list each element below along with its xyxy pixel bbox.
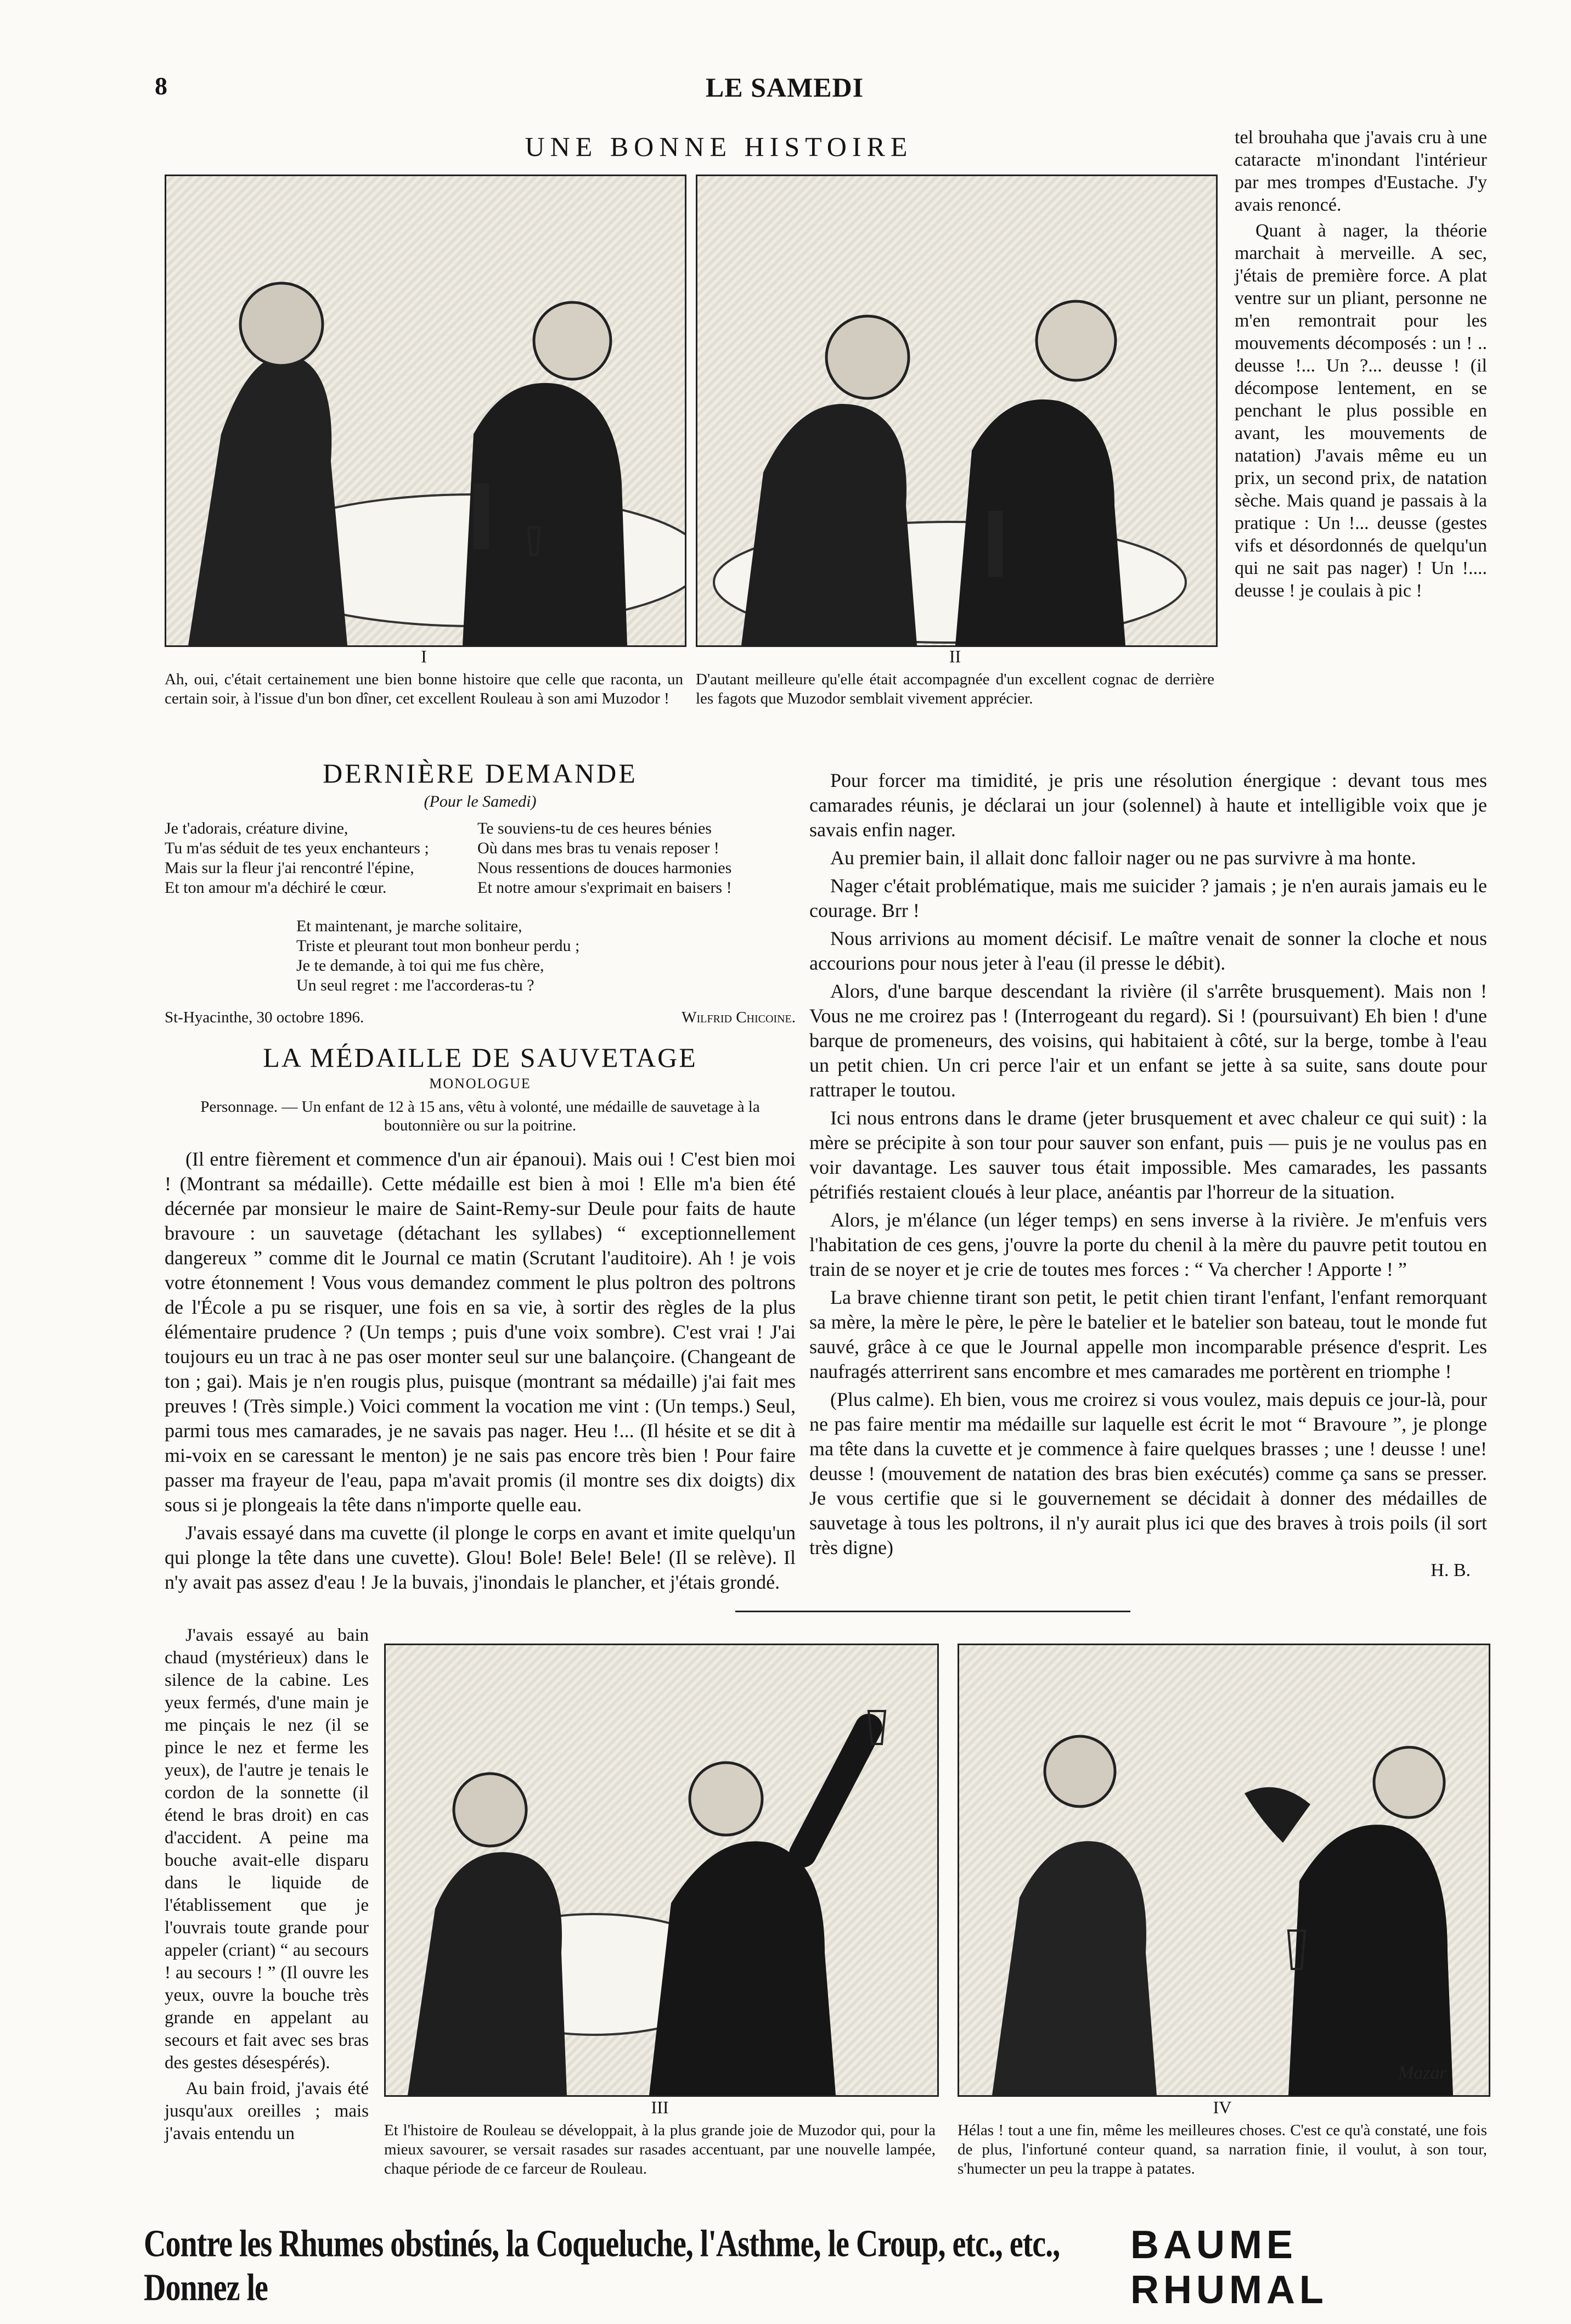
poem-line: Et notre amour s'exprimait en baisers ! [477,879,732,897]
poem-title: DERNIÈRE DEMANDE [323,758,638,789]
monologue-persona: Personnage. — Un enfant de 12 à 15 ans, vêtu à volonté, une médaille de sauvetage à la boutonnière ou sur la poitrine. [200,1098,760,1134]
poem-dedication: (Pour le Samedi) [424,792,537,811]
comic-panel-4 [958,1644,1490,2097]
right-column [809,768,1487,1581]
advertisement-text: Contre les Rhumes obstinés, la Coqueluche, l'Asthme, le Croup, etc., etc., Donnez le [144,2222,1060,2309]
paragraph: Alors, je m'élance (un léger temps) en sens inverse à la rivière. Je m'enfuis vers l'habitation de ces gens, j'ouvre la porte du chenil à la mère du pauvre petit toutou en train de se noyer et je crie de toutes mes forces : “ Va chercher ! Apporte ! ” [809,1209,1487,1280]
left-column [165,1147,796,1598]
paragraph: (Il entre fièrement et commence d'un air épanoui). Mais oui ! C'est bien moi ! (Montrant sa médaille). Cette médaille est bien à moi ! Elle m'a bien été décernée par monsieur le maire de Saint-Remy-sur Deule pour faits de haute bravoure : un sauvetage (détachant les syllabes) “ exceptionnellement dangereux ” comme dit le Journal ce matin (Scrutant l'auditoire). Ah ! je vois votre étonnement ! Vous vous demandez comment le plus poltron des poltrons de l'École a pu se risquer, une fois en sa vie, à sortir des règles de la plus élémentaire prudence ? (Un temps ; puis d'une voix sombre). C'est vrai ! J'ai toujours eu un trac à ne pas oser monter seul sur une balançoire. (Changeant de ton ; gai). Mais je n'en rougis plus, puisque (montrant sa médaille) j'ai fait mes preuves ! (Très simple.) Voici comment la vocation me vint : (Un temps.) Seul, parmi tous mes camarades, je ne savais pas nager. Heu !... (Il hésite et se dit à mi-voix en se caressant le menton) je ne sais pas encore très bien ! Pour faire passer ma frayeur de l'eau, papa m'avait promis (il montre ses dix doigts) dix sous si je plongeais la tête dans n'importe quelle eau. [165,1148,796,1516]
panel-2-illustration [697,176,1216,645]
poem-line: Nous ressentions de douces harmonies [477,859,732,877]
poem-line: Je t'adorais, créature divine, [165,819,348,837]
poem-block [165,757,796,1027]
paragraph: Pour forcer ma timidité, je pris une résolution énergique : devant tous mes camarades réunis, je déclarai un jour (solennel) à haute et intelligible voix que je savais enfin nager. [809,769,1487,841]
panel-1-numeral: I [421,646,427,666]
narrow-left-column [165,1624,369,2148]
paragraph: Nager c'était problématique, mais me suicider ? jamais ; je n'en aurais jamais eu le courage. Brr ! [809,875,1487,921]
poem-line: Tu m'as séduit de tes yeux enchanteurs ; [165,839,429,857]
comic-panel-1 [165,175,686,647]
panel-1-illustration [166,176,685,645]
poem-line: Triste et pleurant tout mon bonheur perdu ; [296,937,580,955]
poem-stanza-2 [477,819,796,898]
panel-3-numeral: III [651,2097,669,2117]
panel-2-caption: D'autant meilleure qu'elle était accompagnée d'un excellent cognac de derrière les fagots que Muzodor semblait vivement apprécier. [696,671,1214,707]
paragraph: Ici nous entrons dans le drame (jeter brusquement et avec chaleur ce qui suit) : la mère se précipite à son tour pour sauver son enfant, puis — puis je ne voulus pas en voir davantage. Les sauver tous était impossible. Mes camarades, les passants pétrifiés restaient cloués à leur place, anéantis par l'horreur de la situation. [809,1107,1487,1203]
paragraph: Alors, d'une barque descendant la rivière (il s'arrête brusquement). Mais non ! Vous ne me croirez pas ! (Interrogeant du regard). Si ! (poursuivant) Eh bien ! d'une barque de promeneurs, des voisins, qui habitaient à côté, sur la berge, tombe à l'eau un petit chien. Un cri perce l'air et un enfant se jette à sa suite, sans doute pour rattraper le toutou. [809,980,1487,1101]
paragraph: Au bain froid, j'avais été jusqu'aux oreilles ; mais j'avais entendu un [165,2079,369,2143]
paragraph: Quant à nager, la théorie marchait à merveille. A sec, j'étais de première force. A plat ventre sur un pliant, personne ne m'en remontrait pour les mouvements décomposés : un ! .. deusse !... Un ?... deusse ! (il décompose lentement, en se penchant le plus possible en avant, les mouvements de natation) J'avais même eu un prix, un second prix, de natation sèche. Mais quand je passais à la pratique : Un !... deusse (gestes vifs et désordonnés de quelqu'un qui ne sait pas nager) ! Un !.... deusse ! je coulais à pic ! [1235,221,1487,601]
paragraph: Au premier bain, il allait donc falloir nager ou ne pas survivre à ma honte. [830,847,1416,869]
panel-3-caption: Et l'histoire de Rouleau se développait, à la plus grande joie de Muzodor qui, pour la mieux savourer, se versait rasades sur rasades accentuant, par une nouvelle lampée, chaque période de ce farceur de Rouleau. [384,2122,936,2177]
panel-3-illustration [386,1645,937,2095]
poem-place-date: St-Hyacinthe, 30 octobre 1896. [165,1009,364,1026]
panel-4-caption: Hélas ! tout a une fin, même les meilleures choses. C'est ce qu'à constaté, une fois de plus, l'infortuné conteur quand, sa narration finie, il voulut, à son tour, s'humecter un peu la trappe à patates. [958,2122,1487,2177]
comic-panel-3 [384,1644,939,2097]
paragraph: (Plus calme). Eh bien, vous me croirez si vous voulez, mais depuis ce jour-là, pour ne pas faire mentir ma médaille sur laquelle est écrit le mot “ Bravoure ”, je plonge ma tête dans la cuvette et je commence à faire quelques brasses ; une ! deusse ! une! deusse ! (mouvement de natation des bras bien exécutés) comme ça sans se presser. Je vous certifie que si le gouvernement se décidait à donner des médailles de sauvetage à tous les poltrons, il n'y aurait plus ici que des braves à trois poils (il sort très digne) [809,1388,1487,1558]
monologue-signature: H. B. [1431,1560,1471,1580]
poem-author: Wilfrid Chicoine. [682,1009,796,1026]
panel-4-illustration [959,1645,1489,2095]
poem-line: Où dans mes bras tu venais reposer ! [477,839,719,857]
paragraph: Nous arrivions au moment décisif. Le maître venait de sonner la cloche et nous accourions pour nous jeter à l'eau (il presse le débit). [809,927,1487,974]
divider [735,1611,1130,1612]
comic-panel-2 [696,175,1218,647]
monologue-subtitle: MONOLOGUE [429,1076,531,1091]
poem-stanza-3 [296,916,796,995]
page-number: 8 [155,72,167,100]
paragraph: J'avais essayé au bain chaud (mystérieux) dans le silence de la cabine. Les yeux fermés, d'une main je me pinçais le nez (il se pince le nez et ferme les yeux), de l'autre je tenais le cordon de la sonnette (il étend le bras droit) en cas d'accident. A peine ma bouche avait-elle disparu dans le liquide de l'établissement que je l'ouvrais toute grande pour appeler (criant) “ au secours ! au secours ! ” (Il ouvre les yeux, ouvre la bouche très grande en appelant au secours et fait avec ses bras des gestes désespérés). [165,1625,369,2073]
advertisement-product: BAUME RHUMAL [1130,2223,1328,2312]
poem-line: Te souviens-tu de ces heures bénies [477,819,712,837]
masthead: LE SAMEDI [705,72,864,103]
poem-line: Je te demande, à toi qui me fus chère, [296,956,544,975]
paragraph: tel brouhaha que j'avais cru à une cataracte m'inondant l'intérieur par mes trompes d'Eustache. J'y avais renoncé. [1235,127,1487,215]
poem-line: Et ton amour m'a déchiré le cœur. [165,879,387,897]
paragraph: La brave chienne tirant son petit, le petit chien tirant l'enfant, l'enfant remorquant sa mère, la mère le père, le père le batelier et le batelier son bateau, tout le monde fut sauvé, grâce à ce que le Journal appelle mon incomparable présence d'esprit. Les naufragés atterrirent sans encombre et mes camarades me portèrent en triomphe ! [809,1286,1487,1382]
poem-stanza-1 [165,819,472,898]
monologue-title: LA MÉDAILLE DE SAUVETAGE [263,1042,697,1073]
paragraph: J'avais essayé dans ma cuvette (il plonge le corps en avant et imite quelqu'un qui plonge la tête dans une cuvette). Glou! Bole! Bele! Bele! (Il se relève). Il n'y avait pas assez d'eau ! Je la buvais, j'inondais le plancher, et j'étais grondé. [165,1522,796,1593]
right-narrow-column [1235,126,1487,605]
panel-1-caption: Ah, oui, c'était certainement une bien bonne histoire que celle que raconta, un certain soir, à l'issue d'un bon dîner, cet excellent Rouleau à son ami Muzodor ! [165,671,683,707]
panel-4-numeral: IV [1213,2097,1232,2117]
poem-line: Et maintenant, je marche solitaire, [296,917,522,935]
poem-line: Un seul regret : me l'accorderas-tu ? [296,976,534,994]
panel-signature: Mazar [1398,2063,1447,2083]
poem-line: Mais sur la fleur j'ai rencontré l'épine, [165,859,414,877]
story-title: UNE BONNE HISTOIRE [525,131,913,162]
advertisement [144,2222,1488,2312]
panel-2-numeral: II [949,646,961,666]
